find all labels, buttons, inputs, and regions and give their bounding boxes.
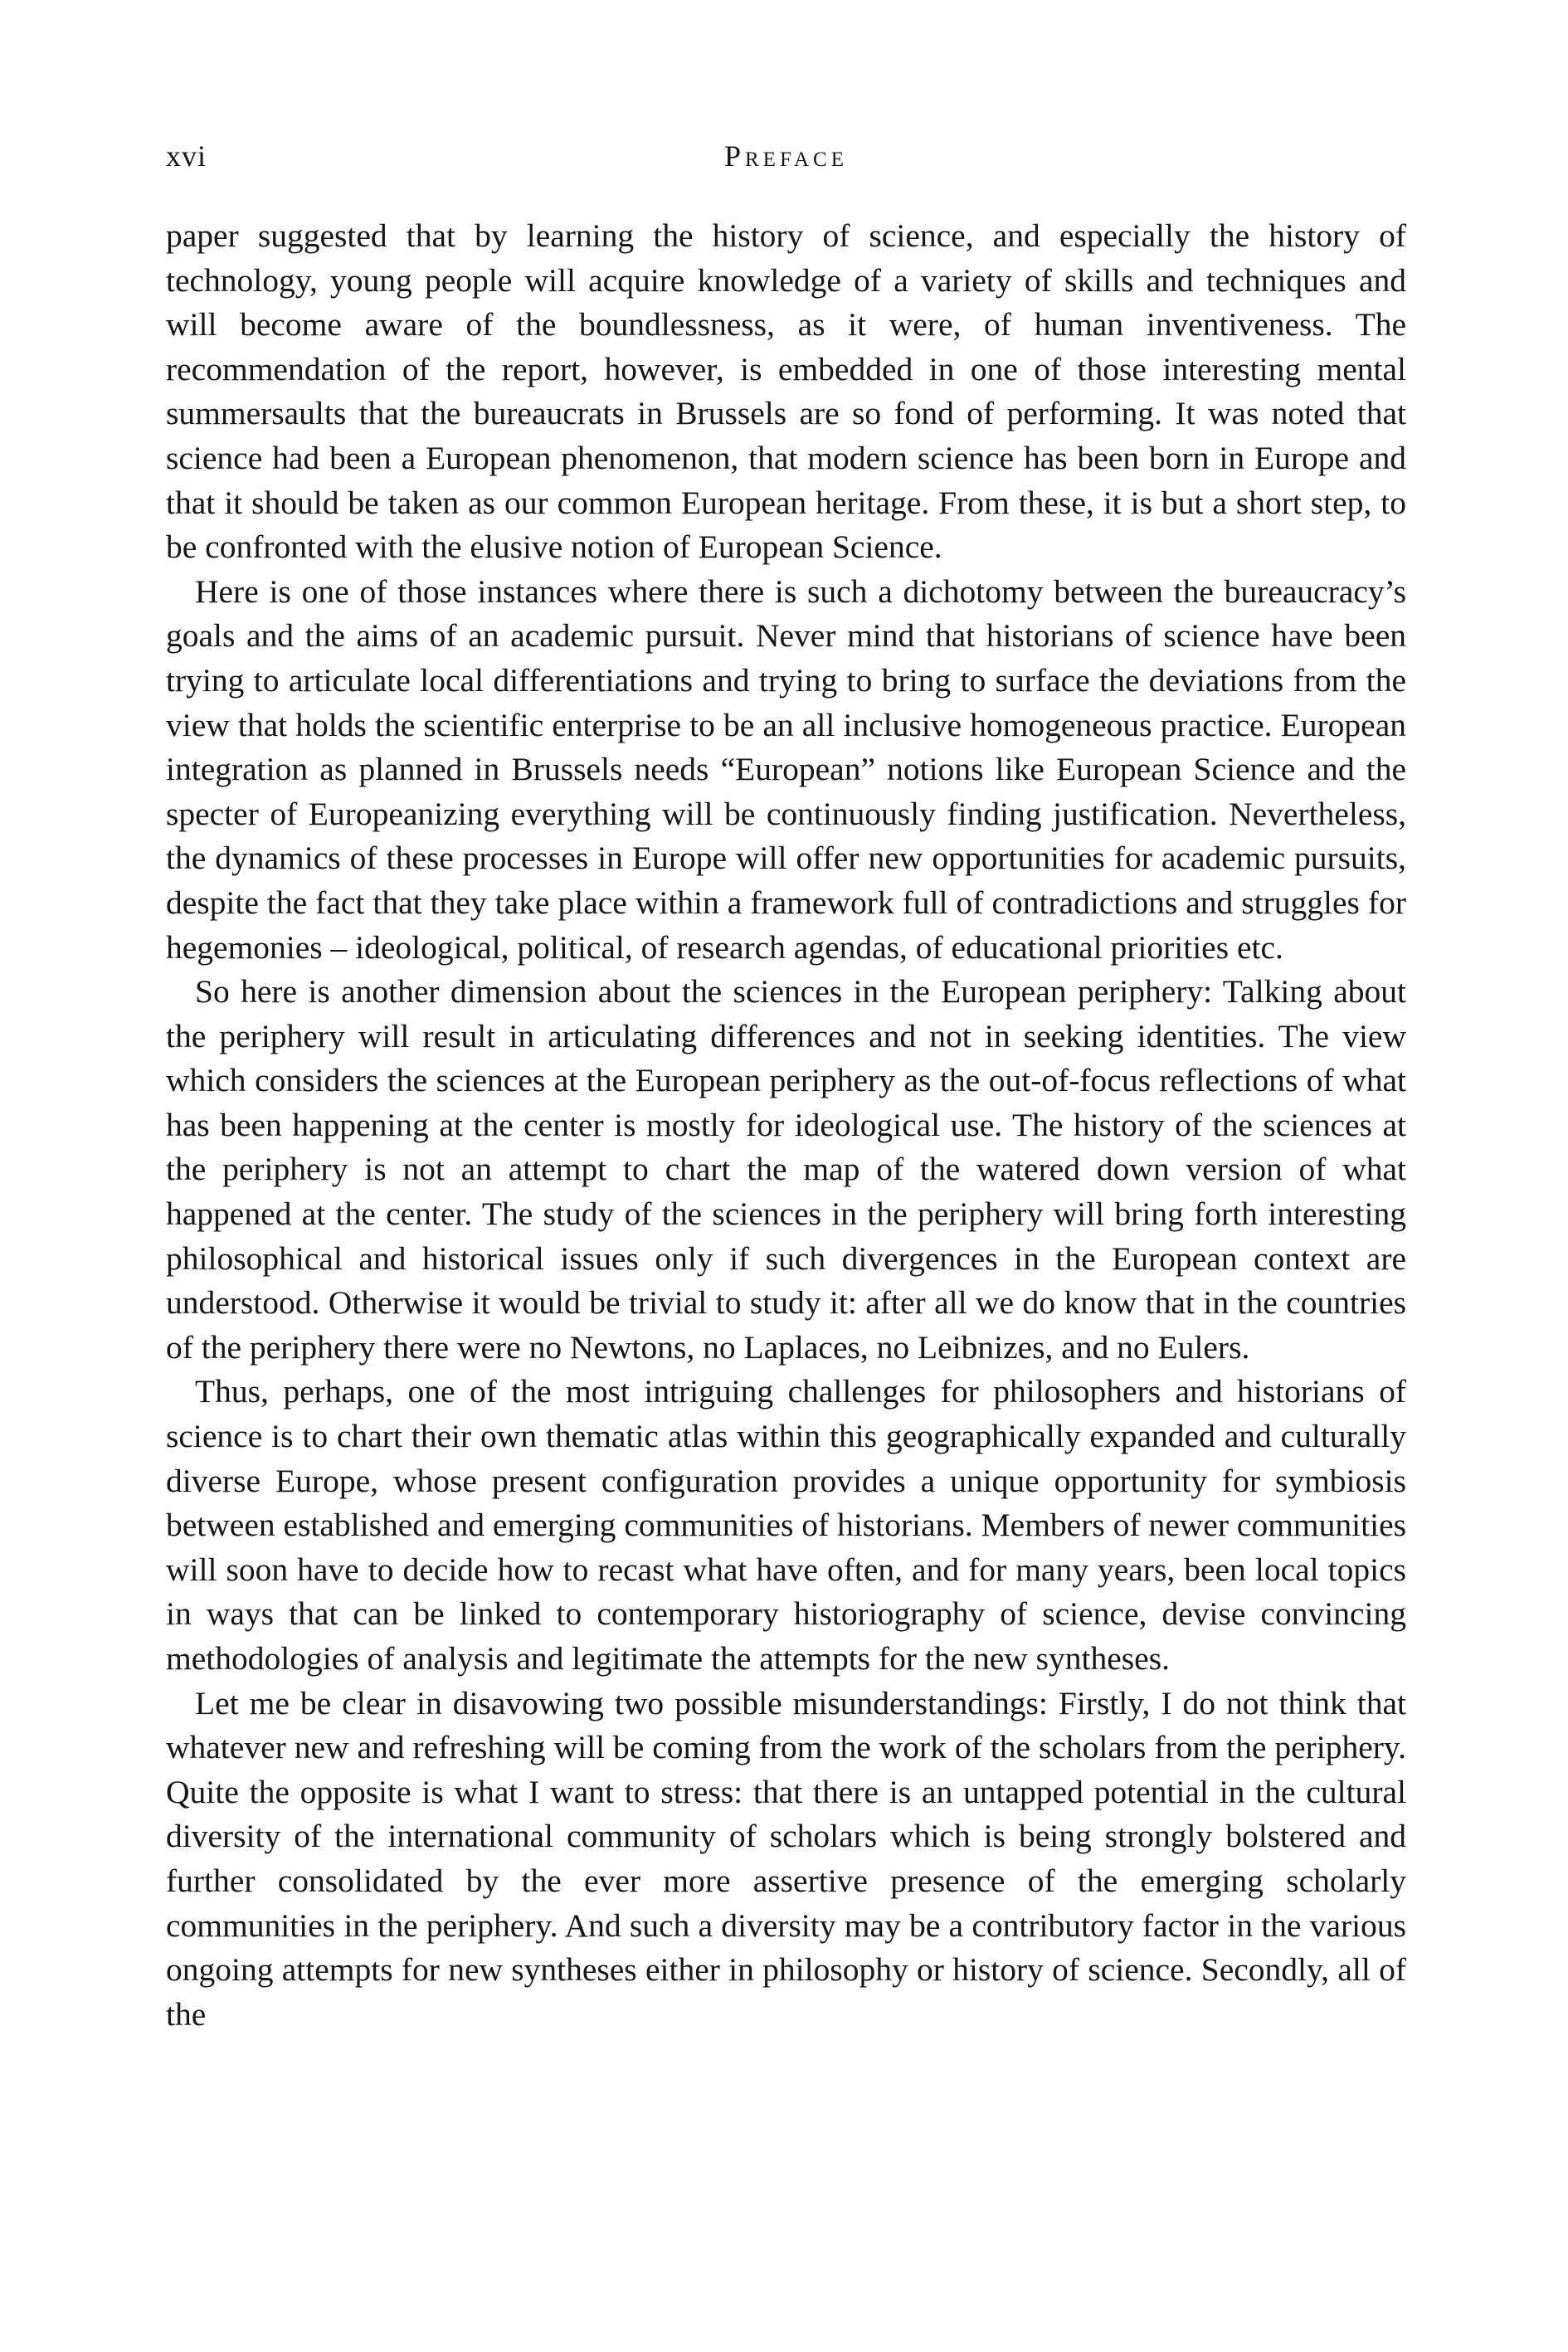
paragraph: Let me be clear in disavowing two possible misunderstandings: Firstly, I do not think that whatever new and refreshing will be coming from the work of the scholars from the periphery. Quite the opposite is what I want to stress: that there is an untapped potential in the cultural diversity of the international community of scholars which is being strongly bolstered and further consolidated by the ever more assertive presence of the emerging scholarly communities in the periphery. And such a diversity may be a contributory factor in the various ongoing attempts for new syntheses either in philosophy or history of science. Secondly, all of the xyxy=(166,1684,1406,2033)
paragraph: So here is another dimension about the sciences in the European periphery: Talking about the periphery will result in articulating differences and not in seeking identities. The view which considers the sciences at the European periphery as the out-of-focus reflections of what has been happening at the center is mostly for ideological use. The history of the sciences at the periphery is not an attempt to chart the map of the watered down version of what happened at the center. The study of the sciences in the periphery will bring forth interesting philosophical and historical issues only if such divergences in the European context are understood. Otherwise it would be trivial to study it: after all we do know that in the countries of the periphery there were no Newtons, no Laplaces, no Leibnizes, and no Eulers. xyxy=(166,973,1406,1366)
paragraph: paper suggested that by learning the history of science, and especially the history of technology, young people will acquire knowledge of a variety of skills and techniques and will become aware of the boundlessness, as it were, of human inventiveness. The recommendation of the report, however, is embedded in one of those interesting mental summersaults that the bureaucrats in Brussels are so fond of performing. It was noted that science had been a European phenomenon, that modern science has been born in Europe and that it should be taken as our common European heritage. From these, it is but a short step, to be confronted with the elusive notion of European Science. xyxy=(166,217,1406,566)
body-text xyxy=(166,214,1406,2037)
running-head xyxy=(166,138,1406,174)
page-number: xvi xyxy=(166,139,207,173)
running-title: Preface xyxy=(723,139,848,173)
paragraph: Here is one of those instances where there is such a dichotomy between the bureaucracy’s goals and the aims of an academic pursuit. Never mind that historians of science have been trying to articulate local differentiations and trying to bring to surface the deviations from the view that holds the scientific enterprise to be an all inclusive homogeneous practice. European integration as planned in Brussels needs “European” notions like European Science and the specter of Europeanizing everything will be continuously finding justification. Nevertheless, the dynamics of these processes in Europe will offer new opportunities for academic pursuits, despite the fact that they take place within a framework full of contradictions and struggles for hegemonies – ideological, political, of research agendas, of educational priorities etc. xyxy=(166,572,1406,966)
paragraph: Thus, perhaps, one of the most intriguing challenges for philosophers and historians of science is to chart their own thematic atlas within this geographically expanded and culturally diverse Europe, whose present configuration provides a unique opportunity for symbiosis between established and emerging communities of historians. Members of newer communities will soon have to decide how to recast what have often, and for many years, been local topics in ways that can be linked to contemporary historiography of science, devise convincing methodologies of analysis and legitimate the attempts for the new syntheses. xyxy=(166,1373,1406,1677)
